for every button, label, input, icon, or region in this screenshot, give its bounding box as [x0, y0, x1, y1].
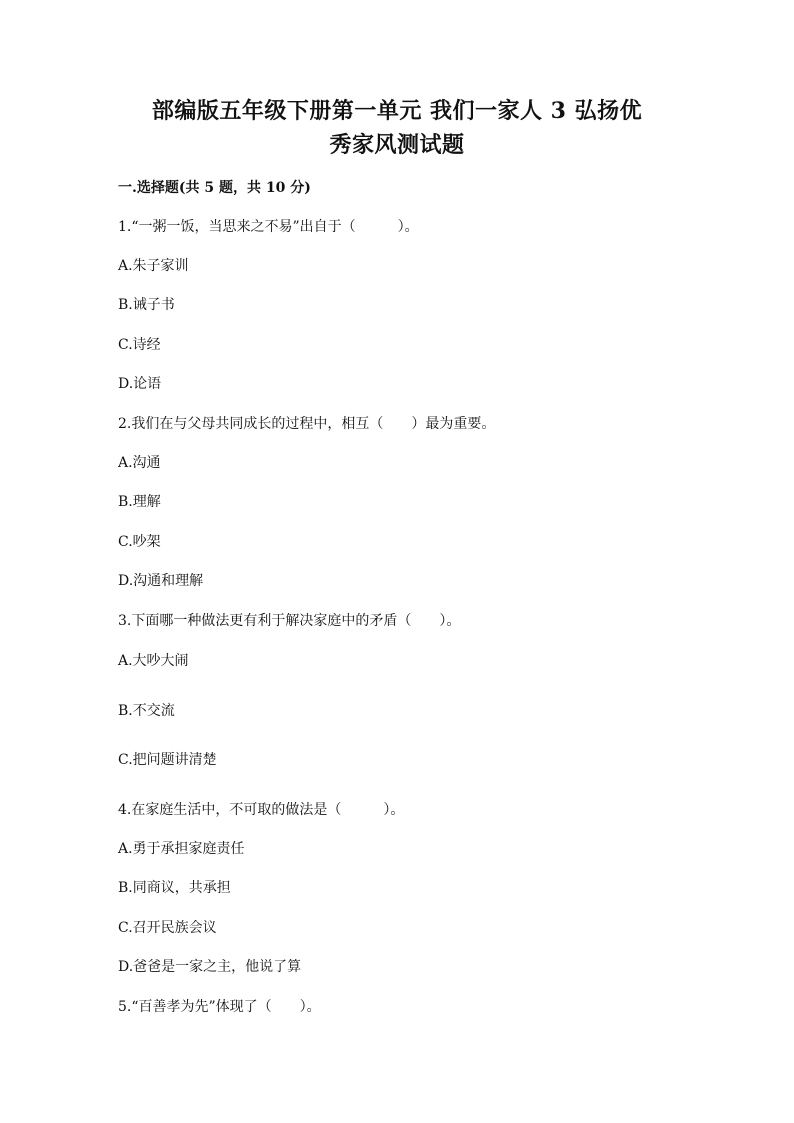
- question-5-stem: 5.“百善孝为先”体现了（ ）。: [118, 999, 321, 1015]
- question-4-stem: 4.在家庭生活中，不可取的做法是（ ）。: [118, 802, 405, 818]
- question-4-option-a: A.勇于承担家庭责任: [118, 841, 245, 857]
- question-2-option-c: C.吵架: [118, 534, 161, 550]
- question-4-option-d: D.爸爸是一家之主，他说了算: [118, 959, 302, 975]
- question-2-stem: 2.我们在与父母共同成长的过程中，相互（ ）最为重要。: [118, 416, 496, 432]
- question-1-stem: 1.“一粥一饭，当思来之不易”出自于（ ）。: [118, 219, 419, 235]
- question-2-option-d: D.沟通和理解: [118, 573, 204, 589]
- question-1-option-a: A.朱子家训: [118, 258, 189, 274]
- question-1-option-b: B.诫子书: [118, 297, 175, 313]
- question-2-option-a: A.沟通: [118, 455, 161, 471]
- question-3-stem: 3.下面哪一种做法更有利于解决家庭中的矛盾（ ）。: [118, 613, 461, 629]
- document-title-line-1: 部编版五年级下册第一单元 我们一家人 3 弘扬优: [151, 98, 643, 124]
- question-1-option-d: D.论语: [118, 376, 162, 392]
- question-3-option-b: B.不交流: [118, 703, 175, 719]
- document-title-line-2: 秀家风测试题: [329, 132, 465, 158]
- question-1-option-c: C.诗经: [118, 337, 161, 353]
- section-heading: 一.选择题(共 5 题，共 10 分): [118, 180, 311, 196]
- question-3-option-c: C.把问题讲清楚: [118, 752, 217, 768]
- question-4-option-c: C.召开民族会议: [118, 920, 217, 936]
- question-2-option-b: B.理解: [118, 494, 161, 510]
- question-3-option-a: A.大吵大闹: [118, 653, 189, 669]
- question-4-option-b: B.同商议，共承担: [118, 880, 231, 896]
